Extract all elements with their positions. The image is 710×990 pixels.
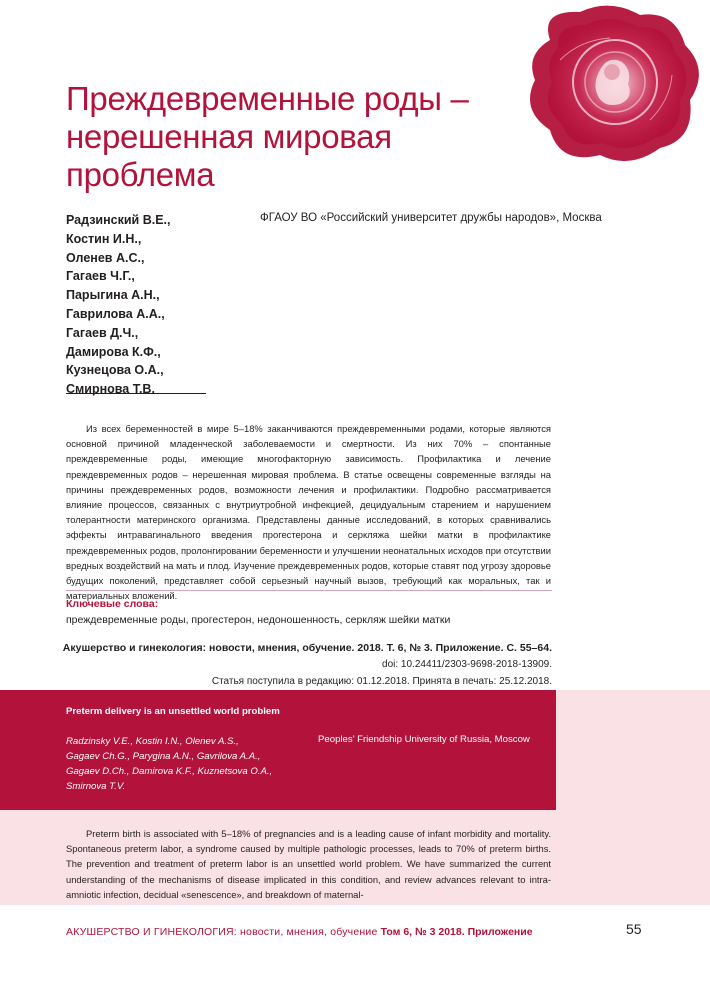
affiliation: ФГАОУ ВО «Российский университет дружбы народов», Москва: [260, 212, 602, 224]
english-authors: [66, 734, 316, 794]
author-name: Смирнова Т.В.: [66, 382, 155, 397]
page-footer: [66, 926, 533, 938]
citation: Акушерство и гинекология: новости, мнения, обучение. 2018. Т. 6, № 3. Приложение. С. 55–64.: [62, 642, 552, 654]
author-name: Гаврилова А.А.,: [66, 306, 165, 321]
abstract-ru: Из всех беременностей в мире 5–18% заканчиваются преждевременными родами, которые являются основной причиной младенческой заболеваемости и смертности. Из них 70% – спонтанные преждевременные роды, имеющие многофакторную зависимость. Профилактика и лечение преждевременных родов – нерешенная мировая проблема. В статье освещены современные взгляды на причины преждевременных родов, возможности лечения и профилактики. Подробно рассматривается влияние процессов, связанных с внутриутробной инфекцией, децидуальным старением и нарушением толерантности материнского организма. Представлены данные исследований, в которых сравнивались эффекты интравагинального введения прогестерона и серкляжа шейки матки в профилактике преждевременных родов, пролонгировании беременности и улучшении неонатальных исходов при отсутствии вредных воздействий на мать и плод. Изучение преждевременных родов, которые ставят под угрозу здоровье будущих поколений, представляет собой серьезный научный вызов, требующий как моральных, так и материальных вложений.: [66, 423, 551, 602]
footer-journal-sub: новости, мнения, обучение: [236, 926, 381, 938]
page-number: 55: [626, 921, 642, 937]
english-abstract-container: [0, 826, 710, 904]
title-line: проблема: [66, 156, 215, 193]
author-name: Дамирова К.Ф.,: [66, 344, 161, 359]
author-name: Костин И.Н.,: [66, 231, 142, 246]
title-line: Преждевременные роды –: [66, 80, 469, 117]
author-name: Гагаев Д.Ч.,: [66, 325, 139, 340]
fetus-emblem-icon: [500, 0, 710, 170]
doi: doi: 10.24411/2303-9698-2018-13909.: [382, 659, 552, 670]
submission-dates: Статья поступила в редакцию: 01.12.2018. Принята в печать: 25.12.2018.: [211, 676, 552, 687]
keywords-text: преждевременные роды, прогестерон, недоношенность, серкляж шейки матки: [66, 614, 451, 626]
article-title: [66, 80, 516, 194]
abstract-divider: [66, 590, 552, 591]
footer-journal: АКУШЕРСТВО И ГИНЕКОЛОГИЯ:: [66, 926, 237, 938]
author-name: Гагаев Ч.Г.,: [66, 269, 135, 284]
keywords-label: Ключевые слова:: [66, 598, 159, 610]
abstract-en: Preterm birth is associated with 5–18% of pregnancies and is a leading cause of infant morbidity and mortality. Spontaneous preterm labor, a syndrome caused by multiple pathologic processes, leads to 70% of preterm births. The prevention and treatment of preterm labor is an unsettled world problem. We have summarized the current understanding of the mechanisms of disease implicated in this condition, and review advances relevant to intra-amniotic infection, decidual «senescence», and breakdown of maternal-: [66, 828, 551, 900]
english-title: Preterm delivery is an unsettled world problem: [66, 706, 280, 717]
english-author-line: Gagaev Ch.G., Parygina A.N., Gavrilova A.A.,: [66, 751, 261, 762]
author-name: Парыгина А.Н.,: [66, 288, 160, 303]
english-author-line: Smirnova T.V.: [66, 781, 126, 792]
author-name: Оленев А.С.,: [66, 250, 145, 265]
authors-divider: [66, 393, 206, 394]
english-author-line: Gagaev D.Ch., Damirova K.F., Kuznetsova O.A.,: [66, 766, 273, 777]
title-line: нерешенная мировая: [66, 118, 392, 155]
author-list: [66, 211, 206, 399]
author-name: Радзинский В.Е.,: [66, 213, 171, 227]
author-name: Кузнецова О.А.,: [66, 363, 164, 378]
english-affiliation: Peoples’ Friendship University of Russia, Moscow: [318, 734, 530, 745]
footer-volume: Том 6, № 3 2018. Приложение: [380, 926, 533, 938]
english-author-line: Radzinsky V.E., Kostin I.N., Olenev A.S.,: [66, 736, 239, 747]
